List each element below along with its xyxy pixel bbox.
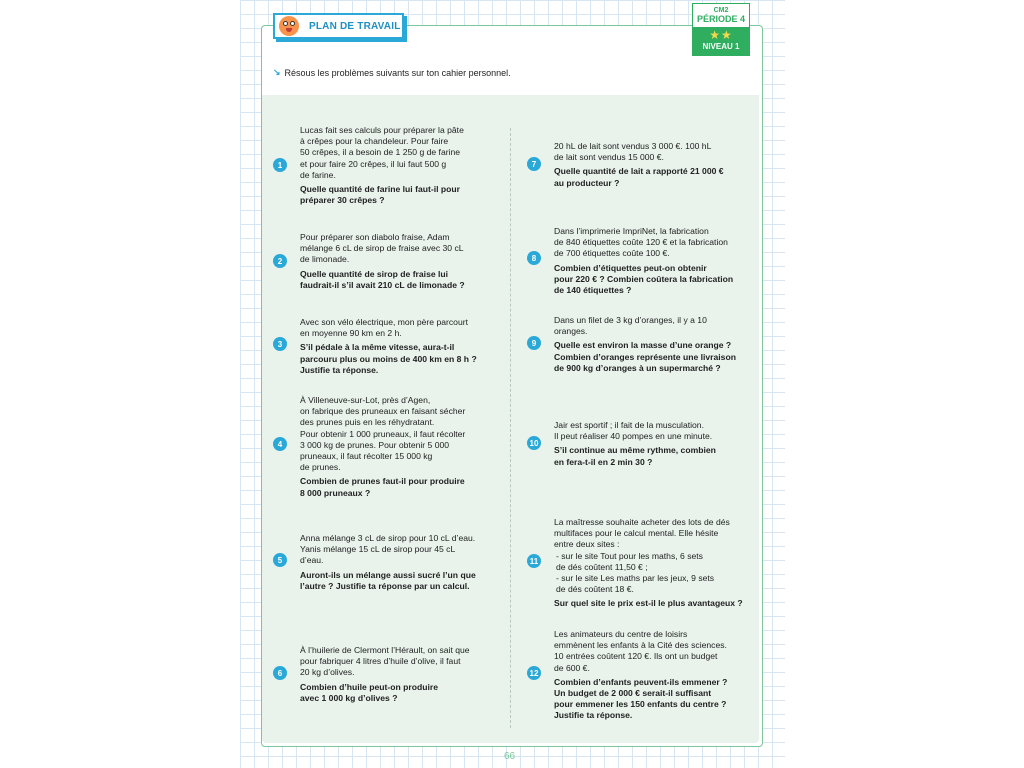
problem-number-badge: 7: [527, 157, 541, 171]
problem-number-badge: 1: [273, 158, 287, 172]
problem-number-badge: 2: [273, 254, 287, 268]
problem-8: Dans l’imprimerie ImpriNet, la fabrication de 840 étiquettes coûte 120 € et la fabrication de 700 étiquettes coûte 100 €. Combien d’étiquettes peut-on obtenir pour 220 € ? Combien coûtera la fabrication de 140 étiquettes ?: [554, 226, 734, 296]
problem-number-badge: 4: [273, 437, 287, 451]
problem-number-badge: 11: [527, 554, 541, 568]
instruction: [273, 67, 511, 78]
problem-10: Jair est sportif ; il fait de la musculation. Il peut réaliser 40 pompes en une minute. S’il continue au même rythme, combien en fera-t-il en 2 min 30 ?: [554, 420, 716, 467]
problem-number-badge: 8: [527, 251, 541, 265]
star-icon: ★★: [709, 28, 733, 42]
problem-7: 20 hL de lait sont vendus 3 000 €. 100 hL de lait sont vendus 15 000 €. Quelle quantité de lait a rapporté 21 000 € au producteur ?: [554, 141, 724, 188]
problem-4: À Villeneuve-sur-Lot, près d’Agen, on fabrique des pruneaux en faisant sécher des prunes puis en les réhydratant. Pour obtenir 1 000 pruneaux, il faut récolter 3 000 kg de prunes. Pour obtenir 5 000 pruneaux, il faut récolter 15 000 kg de prunes. Combien de prunes faut-il pour produire 8 000 pruneaux ?: [300, 395, 466, 498]
price-options-list: - sur le site Tout pour les maths, 6 sets de dés coûtent 11,50 € ; - sur le site Les maths par les jeux, 9 sets de dés coûtent 18 €.: [556, 550, 715, 595]
problem-number-badge: 12: [527, 666, 541, 680]
problem-3: Avec son vélo électrique, mon père parcourt en moyenne 90 km en 2 h. S’il pédale à la même vitesse, aura-t-il parcouru plus ou moins de 400 km en 8 h ? Justifie ta réponse.: [300, 317, 477, 375]
problem-6: À l’huilerie de Clermont l’Hérault, on sait que pour fabriquer 4 litres d’huile d’olive, il faut 20 kg d’olives. Combien d’huile peut-on produire avec 1 000 kg d’olives ?: [300, 645, 470, 703]
problem-9: Dans un filet de 3 kg d’oranges, il y a 10 oranges. Quelle est environ la masse d’une orange ? Combien d’oranges représente une livraison de 900 kg d’oranges à un supermarché ?: [554, 315, 736, 373]
problem-number-badge: 10: [527, 436, 541, 450]
problem-2: Pour préparer son diabolo fraise, Adam mélange 6 cL de sirop de fraise avec 30 cL de limonade. Quelle quantité de sirop de fraise lui faudrait-il s’il avait 210 cL de limonade ?: [300, 232, 465, 290]
plan-de-travail-title: [273, 13, 404, 39]
page-number: 66: [504, 751, 516, 762]
column-divider: [510, 128, 511, 728]
problem-number-badge: 3: [273, 337, 287, 351]
problem-number-badge: 6: [273, 666, 287, 680]
level-badge: [692, 3, 750, 56]
period-label: PÉRIODE 4: [696, 14, 745, 24]
page-title: PLAN DE TRAVAIL: [309, 20, 401, 32]
problem-5: Anna mélange 3 cL de sirop pour 10 cL d’eau. Yanis mélange 15 cL de sirop pour 45 cL d’eau. Auront-ils un mélange aussi sucré l’un que l’autre ? Justifie ta réponse par un calcul.: [300, 533, 476, 591]
problem-number-badge: 5: [273, 553, 287, 567]
level-label: NIVEAU 1: [702, 42, 740, 51]
problem-11: La maîtresse souhaite acheter des lots de dés multifaces pour le calcul mental. Elle hésite entre deux sites : - sur le site Tout pour les maths, 6 sets de dés coûtent 11,50 € ; - sur le site Les maths par les jeux, 9 sets de dés coûtent 18 €. Sur quel site le prix est-il le plus avantageux ?: [554, 517, 754, 610]
class-label: CM2: [713, 7, 729, 14]
problem-number-badge: 9: [527, 336, 541, 350]
instruction-text: Résous les problèmes suivants sur ton cahier personnel.: [284, 67, 511, 78]
smiley-face-icon: [279, 16, 299, 36]
problem-12: Les animateurs du centre de loisirs emmènent les enfants à la Cité des sciences. 10 entrées coûtent 120 €. Ils ont un budget de 600 €. Combien d’enfants peuvent-ils emmener ? Un budget de 2 000 € serait-il suffisant pour emmener les 150 enfants du centre ? Justifie ta réponse.: [554, 629, 728, 721]
problem-1: Lucas fait ses calculs pour préparer la pâte à crêpes pour la chandeleur. Pour faire 50 crêpes, il a besoin de 1 250 g de farine et pour faire 20 crêpes, il lui faut 500 g de farine. Quelle quantité de farine lui faut-il pour préparer 30 crêpes ?: [300, 125, 464, 206]
arrow-icon: ↘: [273, 67, 281, 77]
